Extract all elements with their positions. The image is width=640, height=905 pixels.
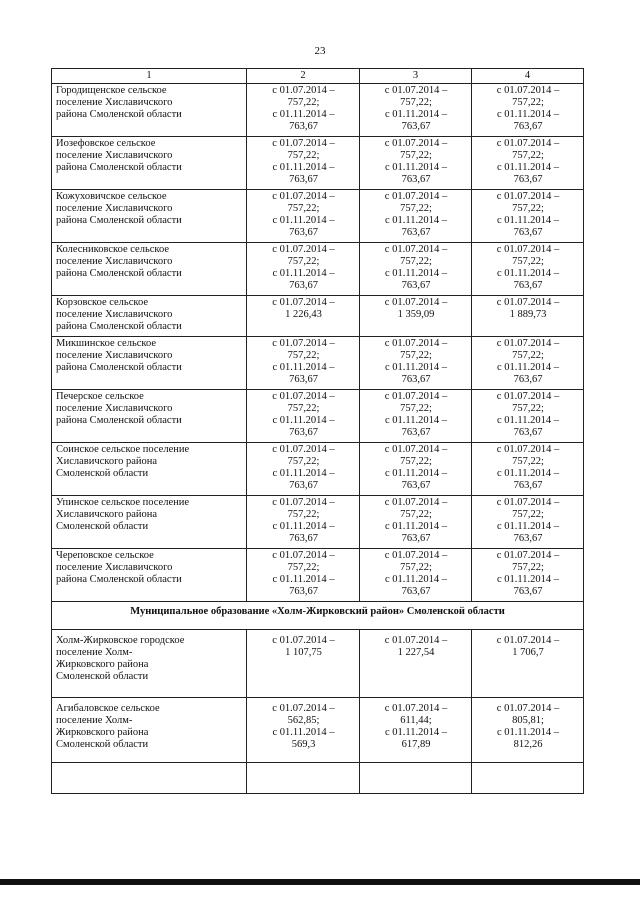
tariff-line: с 01.11.2014 –: [496, 468, 560, 479]
settlement-name-line: Городищенское сельское: [56, 85, 167, 96]
tariff-line: 763,67: [401, 280, 431, 291]
table-row: [52, 698, 584, 763]
settlement-name-line: района Смоленской области: [56, 215, 182, 226]
tariff-line: 763,67: [401, 374, 431, 385]
tariff-line: 1 226,43: [285, 309, 322, 320]
table-row: [52, 296, 584, 337]
settlement-name-line: поселение Хиславичского: [56, 309, 173, 320]
tariff-line: 763,67: [289, 480, 318, 491]
tariff-line: 757,22;: [400, 456, 432, 467]
settlement-name-line: поселение Хиславичского: [56, 203, 173, 214]
column-header-2: 2: [247, 69, 360, 84]
tariff-line: с 01.11.2014 –: [272, 109, 335, 120]
tariff-line: 757,22;: [287, 97, 320, 108]
table-row: [52, 137, 584, 190]
tariff-line: с 01.07.2014 –: [384, 391, 448, 402]
tariff-cell-col2: [247, 137, 360, 190]
tariff-line: с 01.11.2014 –: [384, 162, 448, 173]
tariff-line: 757,22;: [400, 403, 432, 414]
tariff-line: 1 227,54: [397, 647, 435, 658]
tariff-line: 763,67: [289, 280, 318, 291]
tariff-line: с 01.11.2014 –: [384, 215, 448, 226]
tariff-cell-col4: [472, 84, 584, 137]
empty-cell: [472, 763, 584, 794]
table-row: [52, 337, 584, 390]
tariff-line: 757,22;: [400, 150, 432, 161]
settlement-name-line: Соинское сельское поселение: [56, 444, 190, 455]
tariff-line: 757,22;: [512, 562, 544, 573]
tariff-line: 763,67: [289, 427, 318, 438]
tariff-cell-col4: [472, 443, 584, 496]
tariff-line: 757,22;: [287, 562, 320, 573]
tariff-line: 757,22;: [400, 97, 432, 108]
tariff-cell-col4: [472, 549, 584, 602]
table-row: [52, 443, 584, 496]
tariff-cell-col4: [472, 698, 584, 763]
column-header-1: 1: [52, 69, 247, 84]
tariff-line: с 01.11.2014 –: [384, 727, 448, 738]
tariff-line: 757,22;: [287, 509, 320, 520]
tariff-line: с 01.11.2014 –: [272, 215, 335, 226]
settlement-name-cell: [52, 190, 247, 243]
settlement-name-line: Корзовское сельское: [56, 297, 148, 308]
tariff-line: 757,22;: [400, 203, 432, 214]
settlement-name-line: района Смоленской области: [56, 574, 182, 585]
settlement-name-cell: [52, 137, 247, 190]
tariff-line: с 01.11.2014 –: [384, 268, 448, 279]
tariff-line: с 01.07.2014 –: [496, 550, 560, 561]
settlement-name-line: поселение Хиславичского: [56, 256, 173, 267]
page-number: 23: [314, 45, 326, 57]
tariff-line: 763,67: [513, 374, 543, 385]
tariff-line: с 01.07.2014 –: [496, 391, 560, 402]
tariff-line: с 01.07.2014 –: [384, 550, 448, 561]
table-row: [52, 390, 584, 443]
tariff-cell-col3: [360, 84, 472, 137]
settlement-name-line: Иозефовское сельское: [56, 138, 156, 149]
tariff-line: с 01.11.2014 –: [272, 362, 335, 373]
tariff-line: с 01.07.2014 –: [272, 635, 335, 646]
tariff-line: с 01.07.2014 –: [496, 297, 560, 308]
tariff-line: с 01.11.2014 –: [496, 109, 560, 120]
tariff-line: 763,67: [289, 533, 318, 544]
tariff-cell-col2: [247, 84, 360, 137]
tariff-line: с 01.11.2014 –: [496, 415, 560, 426]
tariff-line: 757,22;: [512, 509, 544, 520]
empty-cell: [360, 763, 472, 794]
tariff-line: с 01.07.2014 –: [272, 191, 335, 202]
tariff-line: с 01.07.2014 –: [384, 497, 448, 508]
tariff-line: с 01.11.2014 –: [384, 109, 448, 120]
tariff-line: 763,67: [513, 174, 543, 185]
tariff-line: 757,22;: [400, 562, 432, 573]
settlement-name-line: Кожуховичское сельское: [56, 191, 167, 202]
table-row: [52, 549, 584, 602]
tariff-line: 569,3: [291, 739, 316, 750]
tariff-line: 1 706,7: [512, 647, 544, 658]
settlement-name-line: района Смоленской области: [56, 362, 182, 373]
settlement-name-line: Жирковского района: [56, 727, 149, 738]
tariff-cell-col4: [472, 337, 584, 390]
tariff-line: с 01.07.2014 –: [384, 338, 448, 349]
tariff-line: с 01.07.2014 –: [272, 497, 335, 508]
settlement-name-line: поселение Холм-: [56, 647, 133, 658]
tariff-line: 757,22;: [512, 256, 544, 267]
tariff-line: 812,26: [513, 739, 543, 750]
tariff-line: 763,67: [289, 374, 318, 385]
tariff-line: 757,22;: [400, 350, 432, 361]
settlement-name-line: Смоленской области: [56, 739, 149, 750]
bottom-rule: [0, 879, 640, 885]
tariff-line: с 01.11.2014 –: [384, 521, 448, 532]
tariff-line: с 01.07.2014 –: [384, 191, 448, 202]
settlement-name-line: поселение Хиславичского: [56, 97, 173, 108]
settlement-name-line: Смоленской области: [56, 468, 149, 479]
tariff-line: с 01.07.2014 –: [496, 444, 560, 455]
settlement-name-line: района Смоленской области: [56, 162, 182, 173]
tariff-cell-col4: [472, 390, 584, 443]
tariff-cell-col2: [247, 296, 360, 337]
tariff-line: с 01.11.2014 –: [384, 362, 448, 373]
settlement-name-line: Микшинское сельское: [56, 338, 157, 349]
tariff-cell-col3: [360, 698, 472, 763]
settlement-name-cell: [52, 443, 247, 496]
tariff-line: с 01.07.2014 –: [496, 244, 560, 255]
settlement-name-cell: [52, 549, 247, 602]
tariff-line: с 01.07.2014 –: [272, 85, 335, 96]
tariff-line: 757,22;: [512, 97, 544, 108]
tariff-line: с 01.11.2014 –: [496, 362, 560, 373]
settlement-name-line: Печерское сельское: [56, 391, 144, 402]
table-row: [52, 84, 584, 137]
tariff-cell-col2: [247, 337, 360, 390]
section-header-row: [52, 602, 584, 630]
tariff-cell-col3: [360, 443, 472, 496]
tariff-cell-col2: [247, 390, 360, 443]
tariff-cell-col3: [360, 496, 472, 549]
tariff-line: с 01.07.2014 –: [272, 703, 335, 714]
tariff-cell-col3: [360, 137, 472, 190]
table-row: [52, 243, 584, 296]
tariff-line: 757,22;: [287, 456, 320, 467]
tariff-cell-col3: [360, 630, 472, 698]
tariff-line: с 01.11.2014 –: [496, 162, 560, 173]
settlement-name-line: района Смоленской области: [56, 268, 182, 279]
table-row: [52, 496, 584, 549]
empty-cell: [247, 763, 360, 794]
tariff-cell-col4: [472, 243, 584, 296]
settlement-name-cell: [52, 390, 247, 443]
tariff-line: с 01.07.2014 –: [496, 338, 560, 349]
tariff-line: 757,22;: [512, 403, 544, 414]
tariff-line: 757,22;: [287, 256, 320, 267]
tariff-cell-col4: [472, 190, 584, 243]
tariff-line: с 01.07.2014 –: [272, 297, 335, 308]
tariff-line: с 01.07.2014 –: [272, 550, 335, 561]
tariff-line: с 01.11.2014 –: [384, 468, 448, 479]
settlement-name-line: поселение Хиславичского: [56, 350, 173, 361]
tariff-line: 757,22;: [287, 403, 320, 414]
header-row: [52, 69, 584, 84]
tariff-line: 562,85;: [287, 715, 320, 726]
tariff-line: с 01.07.2014 –: [384, 635, 448, 646]
tariff-line: с 01.11.2014 –: [384, 415, 448, 426]
tariff-line: 757,22;: [512, 150, 544, 161]
settlement-name-line: района Смоленской области: [56, 415, 182, 426]
tariff-line: 763,67: [401, 586, 431, 597]
settlement-name-line: Хиславичского района: [56, 509, 158, 520]
tariff-line: с 01.07.2014 –: [272, 391, 335, 402]
tariff-cell-col4: [472, 296, 584, 337]
settlement-name-line: Хиславичского района: [56, 456, 158, 467]
tariff-cell-col2: [247, 549, 360, 602]
tariff-cell-col2: [247, 630, 360, 698]
tariff-line: 763,67: [513, 533, 543, 544]
settlement-name-line: Агибаловское сельское: [56, 703, 160, 714]
tariff-cell-col3: [360, 337, 472, 390]
settlement-name-line: Холм-Жирковское городское: [56, 635, 185, 646]
tariff-line: с 01.11.2014 –: [272, 415, 335, 426]
settlement-name-cell: [52, 84, 247, 137]
tariff-line: с 01.07.2014 –: [272, 244, 335, 255]
tariff-line: с 01.11.2014 –: [272, 468, 335, 479]
tariff-line: 1 889,73: [509, 309, 547, 320]
tariff-line: с 01.11.2014 –: [384, 574, 448, 585]
tariff-line: 805,81;: [512, 715, 544, 726]
tariff-line: 617,89: [401, 739, 431, 750]
tariff-cell-col2: [247, 698, 360, 763]
column-header-4: 4: [472, 69, 584, 84]
tariff-line: с 01.11.2014 –: [496, 727, 560, 738]
tariff-line: с 01.11.2014 –: [272, 727, 335, 738]
settlement-name-line: поселение Холм-: [56, 715, 133, 726]
tariff-line: с 01.11.2014 –: [272, 162, 335, 173]
tariff-line: 763,67: [401, 533, 431, 544]
settlement-name-line: Смоленской области: [56, 671, 149, 682]
tariff-cell-col2: [247, 243, 360, 296]
table-body-khislavichi-a: [52, 84, 584, 296]
tariff-cell-col4: [472, 630, 584, 698]
column-header-3: 3: [360, 69, 472, 84]
tariff-line: 611,44;: [400, 715, 432, 726]
tariff-line: с 01.07.2014 –: [384, 297, 448, 308]
tariff-line: с 01.07.2014 –: [496, 703, 560, 714]
tariff-cell-col3: [360, 190, 472, 243]
tariff-line: с 01.07.2014 –: [384, 244, 448, 255]
tariff-line: с 01.11.2014 –: [496, 521, 560, 532]
settlement-name-cell: [52, 630, 247, 698]
tariff-line: с 01.11.2014 –: [496, 574, 560, 585]
tariff-line: с 01.11.2014 –: [496, 268, 560, 279]
settlement-name-cell: [52, 243, 247, 296]
tariff-line: 763,67: [289, 121, 318, 132]
settlement-name-cell: [52, 296, 247, 337]
settlement-name-line: района Смоленской области: [56, 109, 182, 120]
tariff-cell-col2: [247, 190, 360, 243]
tariff-line: 763,67: [401, 121, 431, 132]
settlement-name-line: Упинское сельское поселение: [56, 497, 190, 508]
tariff-line: 757,22;: [400, 256, 432, 267]
tariff-line: с 01.07.2014 –: [496, 85, 560, 96]
tariff-line: 763,67: [289, 174, 318, 185]
tariff-line: 1 359,09: [397, 309, 435, 320]
tariff-line: 763,67: [401, 227, 431, 238]
settlement-name-line: района Смоленской области: [56, 321, 182, 332]
tariff-line: с 01.11.2014 –: [272, 268, 335, 279]
tariff-line: с 01.11.2014 –: [272, 574, 335, 585]
tariff-line: 757,22;: [287, 150, 320, 161]
table-row-empty-space: [52, 763, 584, 794]
tariff-line: с 01.11.2014 –: [496, 215, 560, 226]
tariff-line: с 01.11.2014 –: [272, 521, 335, 532]
tariff-line: 763,67: [513, 227, 543, 238]
empty-cell: [52, 763, 247, 794]
tariff-cell-col3: [360, 296, 472, 337]
tariff-line: 763,67: [513, 121, 543, 132]
settlement-name-line: Колесниковское сельское: [56, 244, 170, 255]
tariff-cell-col3: [360, 549, 472, 602]
tariff-line: с 01.07.2014 –: [496, 138, 560, 149]
tariff-cell-col3: [360, 390, 472, 443]
tariff-line: 763,67: [401, 174, 431, 185]
tariff-line: с 01.07.2014 –: [272, 138, 335, 149]
tariff-line: 763,67: [513, 480, 543, 491]
tariff-cell-col4: [472, 137, 584, 190]
tariff-cell-col2: [247, 496, 360, 549]
settlement-name-cell: [52, 337, 247, 390]
tariff-cell-col2: [247, 443, 360, 496]
settlement-name-line: поселение Хиславичского: [56, 403, 173, 414]
tariff-line: с 01.07.2014 –: [384, 444, 448, 455]
tariff-line: 757,22;: [512, 203, 544, 214]
settlement-name-line: Череповское сельское: [56, 550, 154, 561]
tariff-line: 757,22;: [512, 456, 544, 467]
tariff-line: 763,67: [289, 586, 318, 597]
tariff-cell-col3: [360, 243, 472, 296]
tariff-cell-col4: [472, 496, 584, 549]
settlement-name-line: Смоленской области: [56, 521, 149, 532]
tariff-line: с 01.07.2014 –: [496, 497, 560, 508]
table-body-khislavichi-b: [52, 337, 584, 602]
tariff-line: 1 107,75: [285, 647, 322, 658]
tariff-line: 757,22;: [287, 203, 320, 214]
tariff-line: 757,22;: [512, 350, 544, 361]
settlement-name-cell: [52, 496, 247, 549]
tariff-line: 763,67: [289, 227, 318, 238]
tariff-line: с 01.07.2014 –: [384, 703, 448, 714]
tariff-line: 757,22;: [287, 350, 320, 361]
tariff-line: с 01.07.2014 –: [272, 444, 335, 455]
tariff-line: 763,67: [513, 586, 543, 597]
tariff-line: с 01.07.2014 –: [496, 191, 560, 202]
tariff-line: 757,22;: [400, 509, 432, 520]
tariff-line: 763,67: [513, 280, 543, 291]
tariff-line: 763,67: [513, 427, 543, 438]
settlement-name-line: поселение Хиславичского: [56, 150, 173, 161]
table-row: [52, 190, 584, 243]
tariff-line: с 01.07.2014 –: [384, 138, 448, 149]
tariff-line: с 01.07.2014 –: [384, 85, 448, 96]
settlement-name-line: Жирковского района: [56, 659, 149, 670]
section-title: Муниципальное образование «Холм-Жирковский район» Смоленской области: [52, 602, 584, 630]
tariff-line: с 01.07.2014 –: [496, 635, 560, 646]
tariff-line: 763,67: [401, 427, 431, 438]
tariff-line: 763,67: [401, 480, 431, 491]
settlement-name-line: поселение Хиславичского: [56, 562, 173, 573]
tariff-line: с 01.07.2014 –: [272, 338, 335, 349]
tariff-table: [51, 68, 584, 794]
settlement-name-cell: [52, 698, 247, 763]
table-row: [52, 630, 584, 698]
